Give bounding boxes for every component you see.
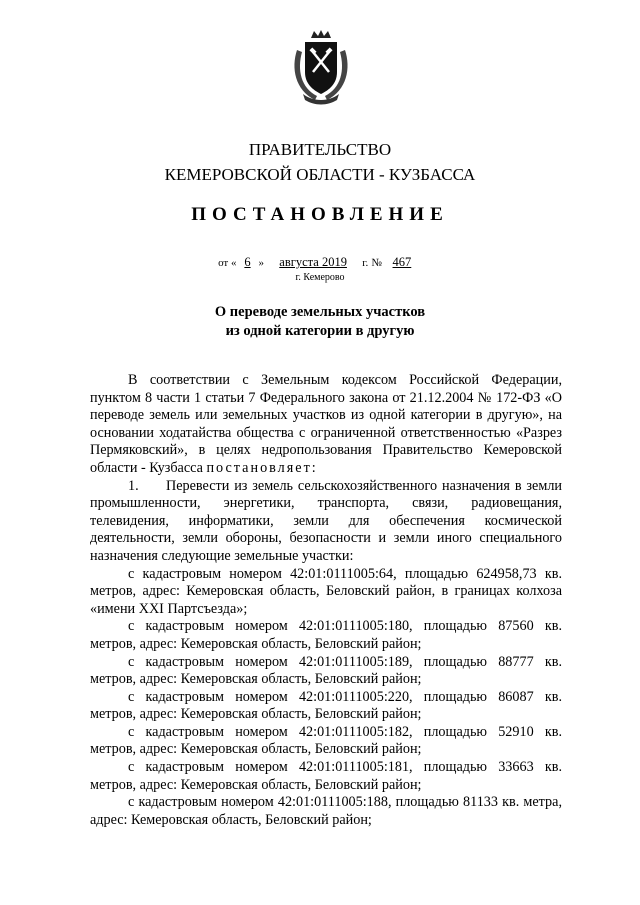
parcel-item: с кадастровым номером 42:01:0111005:189, площадью 88777 кв. метров, адрес: Кемеровская область, Беловский район; bbox=[90, 653, 562, 688]
date-month-year: августа 2019 bbox=[279, 255, 347, 269]
parcel-item: с кадастровым номером 42:01:0111005:220, площадью 86087 кв. метров, адрес: Кемеровская область, Беловский район; bbox=[90, 688, 562, 723]
document-type-title: ПОСТАНОВЛЕНИЕ bbox=[191, 204, 449, 225]
decree-word: постановляет: bbox=[206, 459, 318, 476]
government-name-line2: КЕМЕРОВСКОЙ ОБЛАСТИ - КУЗБАССА bbox=[164, 165, 476, 184]
item-1-number: 1. bbox=[128, 477, 139, 494]
parcel-item: с кадастровым номером 42:01:0111005:180, площадью 87560 кв. метров, адрес: Кемеровская область, Беловский район; bbox=[90, 618, 562, 652]
preamble-text: В соответствии с Земельным кодексом Российской Федерации, пунктом 8 части 1 статьи 7 Федерального закона от 21.12.2004 № 172-ФЗ «О переводе земель или земельных участков из одной категории в другую», на основании ходатайства общества с ограниченной ответственностью «Разрез Пермяковский», в целях недропользования Правительство Кемеровской области - Кузбасса bbox=[90, 372, 562, 476]
coat-of-arms-icon bbox=[289, 28, 353, 106]
date-prefix: от « bbox=[218, 257, 237, 269]
item-1-text: Перевести из земель сельскохозяйственного назначения в земли промышленности, энергетики, транспорта, связи, радиовещания, телевидения, информатики, земли для обеспечения космической деятельности, земли обороны, безопасности и земли иного специального назначения следующие земельные участки: bbox=[90, 477, 562, 564]
parcel-item: с кадастровым номером 42:01:0111005:64, площадью 624958,73 кв. метров, адрес: Кемеровская область, Беловский район, в границах колхоза «имени XXI Партсъезда»; bbox=[90, 565, 562, 617]
parcel-item: с кадастровым номером 42:01:0111005:182, площадью 52910 кв. метров, адрес: Кемеровская область, Беловский район; bbox=[90, 723, 562, 758]
date-day-close: » bbox=[258, 257, 264, 269]
date-year-suffix: г. bbox=[362, 257, 369, 269]
item-1-paragraph bbox=[90, 478, 562, 566]
city-label: г. Кемерово bbox=[295, 272, 345, 283]
parcel-item: с кадастровым номером 42:01:0111005:188, площадью 81133 кв. метра, адрес: Кемеровская область, Беловский район; bbox=[90, 794, 562, 828]
parcel-item: с кадастровым номером 42:01:0111005:181, площадью 33663 кв. метров, адрес: Кемеровская область, Беловский район; bbox=[90, 759, 562, 793]
preamble-paragraph bbox=[90, 372, 562, 478]
subject-line1: О переводе земельных участков bbox=[214, 304, 426, 320]
date-line bbox=[0, 255, 640, 270]
date-day: 6 bbox=[244, 255, 251, 269]
document-number: 467 bbox=[392, 255, 412, 269]
government-name-line1: ПРАВИТЕЛЬСТВО bbox=[248, 140, 392, 159]
document-subject bbox=[0, 303, 640, 341]
document-body bbox=[90, 372, 562, 829]
number-label: № bbox=[371, 257, 382, 269]
subject-line2: из одной категории в другую bbox=[225, 323, 415, 339]
